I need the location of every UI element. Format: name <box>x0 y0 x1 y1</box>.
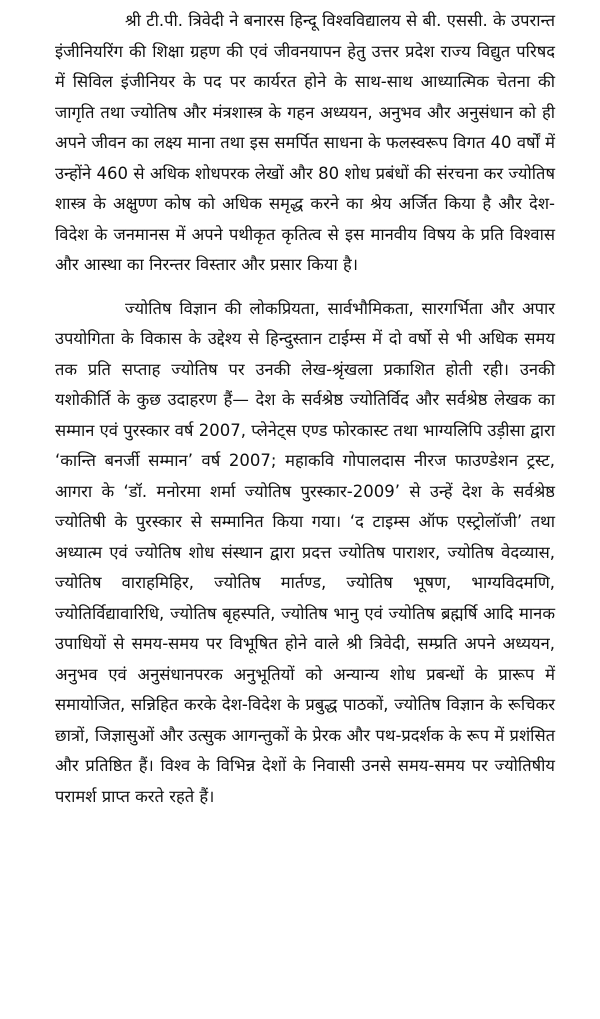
document-page <box>55 6 555 812</box>
paragraph-honors-and-achievements: ज्योतिष विज्ञान की लोकप्रियता, सार्वभौमिकता, सारगर्भिता और अपार उपयोगिता के विकास के उद्देश्य से हिन्दुस्तान टाईम्स में दो वर्षो से भी अधिक समय तक प्रति सप्ताह ज्योतिष पर उनकी लेख-श्रृंखला प्रकाशित होती रही। उनकी यशोकीर्ति के कुछ उदाहरण हैं— देश के सर्वश्रेष्ठ ज्योतिर्विद और सर्वश्रेष्ठ लेखक का सम्मान एवं पुरस्कार वर्ष 2007, प्लेनेट्स एण्ड फोरकास्ट तथा भाग्यलिपि उड़ीसा द्वारा ‘कान्ति बनर्जी सम्मान’ वर्ष 2007; महाकवि गोपालदास नीरज फाउण्डेशन ट्रस्ट, आगरा के ‘डॉ. मनोरमा शर्मा ज्योतिष पुरस्कार-2009’ से उन्हें देश के सर्वश्रेष्ठ ज्योतिषी के पुरस्कार से सम्मानित किया गया। ‘द टाइम्स ऑफ एस्ट्रोलॉजी’ तथा अध्यात्म एवं ज्योतिष शोध संस्थान द्वारा प्रदत्त ज्योतिष पाराशर, ज्योतिष वेदव्यास, ज्योतिष वाराहमिहिर, ज्योतिष मार्तण्ड, ज्योतिष भूषण, भाग्यविदमणि, ज्योतिर्विद्यावारिधि, ज्योतिष बृहस्पति, ज्योतिष भानु एवं ज्योतिष ब्रह्मर्षि आदि मानक उपाधियों से समय-समय पर विभूषित होने वाले श्री त्रिवेदी, सम्प्रति अपने अध्ययन, अनुभव एवं अनुसंधानपरक अनुभूतियों को अन्यान्य शोध प्रबन्धों के प्रारूप में समायोजित, सन्निहित करके देश-विदेश के प्रबुद्ध पाठकों, ज्योतिष विज्ञान के रूचिकर छात्रों, जिज्ञासुओं और उत्सुक आगन्तुकों के प्रेरक और पथ-प्रदर्शक के रूप में प्रशंसित और प्रतिष्ठित हैं। विश्व के विभिन्न देशों के निवासी उनसे समय-समय पर ज्योतिषीय परामर्श प्राप्त करते रहते हैं। <box>55 298 555 806</box>
paragraph-biography-intro: श्री टी.पी. त्रिवेदी ने बनारस हिन्दू विश्वविद्यालय से बी. एससी. के उपरान्त इंजीनियरिंग की शिक्षा ग्रहण की एवं जीवनयापन हेतु उत्तर प्रदेश राज्य विद्युत परिषद में सिविल इंजीनियर के पद पर कार्यरत होने के साथ-साथ आध्यात्मिक चेतना की जागृति तथा ज्योतिष और मंत्रशास्त्र के गहन अध्ययन, अनुभव और अनुसंधान को ही अपने जीवन का लक्ष्य माना तथा इस समर्पित साधना के फलस्वरूप विगत 40 वर्षों में उन्होंने 460 से अधिक शोधपरक लेखों और 80 शोध प्रबंधों की संरचना कर ज्योतिष शास्त्र के अक्षुण्ण कोष को अधिक समृद्ध करने का श्रेय अर्जित किया है और देश-विदेश के जनमानस में अपने पथीकृत कृतित्व से इस मानवीय विषय के प्रति विश्वास और आस्था का निरन्तर विस्तार और प्रसार किया है। <box>55 11 555 274</box>
